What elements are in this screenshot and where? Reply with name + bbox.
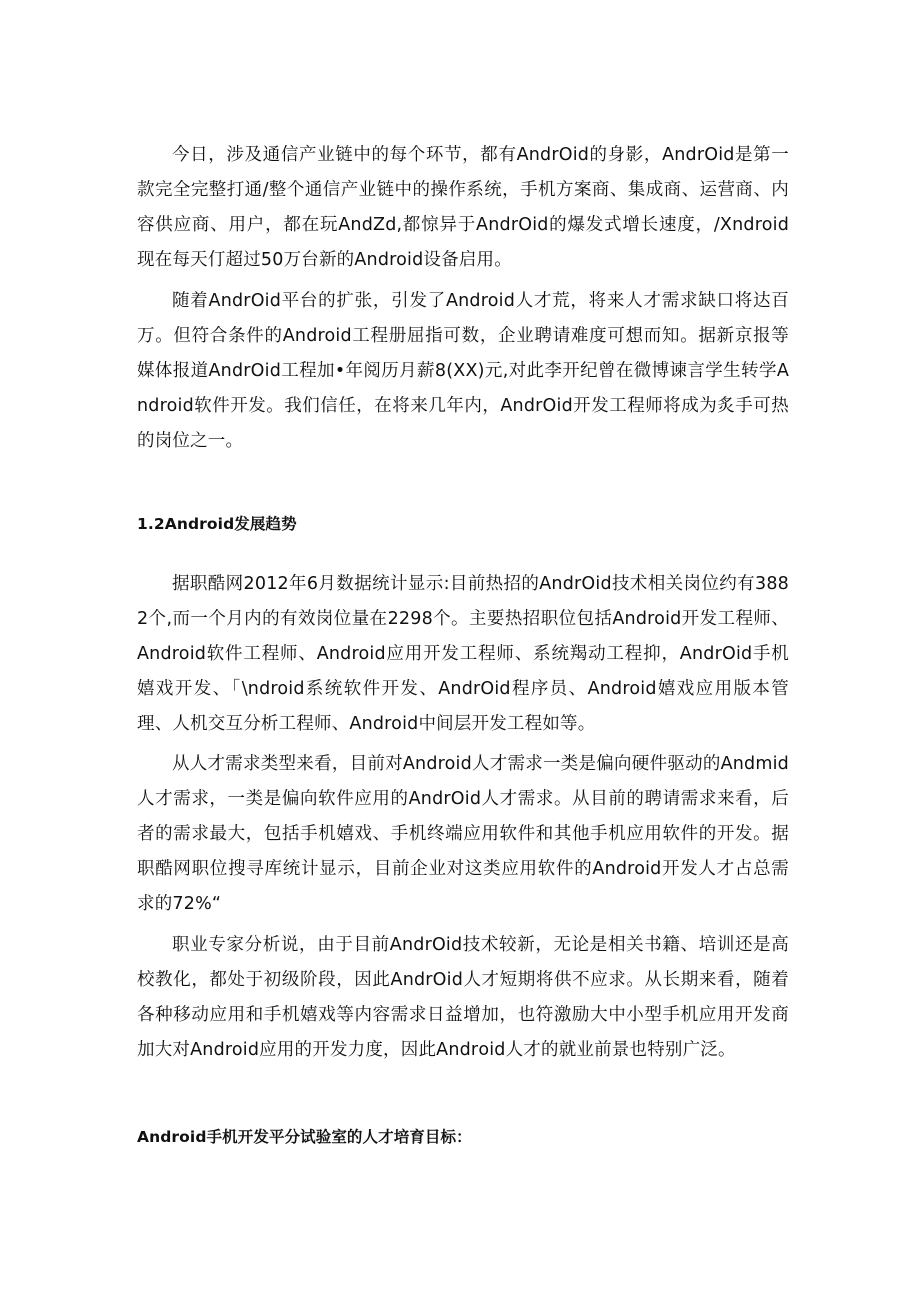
paragraph-android-industry-chain: 今日，涉及通信产业链中的每个环节，都有AndrOid的身影，AndrOid是第一款完全完整打通/整个通信产业链中的操作系统，手机方案商、集成商、运营商、内容供应商、用户，都在玩AndZd,都惊异于AndrOid的爆发式增长速度，/Xndroid现在每天仃超过50万台新的Android设备启用。	[137, 145, 789, 270]
closing-heading-training-goal: Android手机开发平分试验室的人才培育目标：	[137, 1128, 472, 1146]
paragraph-talent-demand-type: 从人才需求类型来看，目前对Android人才需求一类是偏向硬件驱动的Andmid人才需求，一类是偏向软件应用的AndrOid人才需求。从目前的聘请需求来看，后者的需求最大，包括手机嬉戏、手机终端应用软件和其他手机应用软件的开发。据职酷网职位搜寻库统计显示，目前企业对这类应用软件的Android开发人才占总需求的72%“	[137, 754, 789, 914]
paragraph-expert-analysis: 职业专家分析说，由于目前AndrOid技术较新，无论是相关书籍、培训还是高校教化，都处于初级阶段，因此AndrOid人才短期将供不应求。从长期来看，随着各种移动应用和手机嬉戏等内容需求日益增加，也符激励大中小型手机应用开发商加大对Android应用的开发力度，因此Andrοid人才的就业前景也特别广泛。	[137, 935, 789, 1060]
section-heading-android-trend: 1.2Android发展趋势	[137, 515, 297, 533]
paragraph-job-statistics: 据职酷网2012年6月数据统计显示:目前热招的AndrOid技术相关岗位约有3882个,而一个月内的有效岗位量在2298个。主要热招职位包括Android开发工程师、Android软件工程师、Android应用开发工程师、系统羯动工程抑，AndrOid手机嬉戏开发、「\ndroid系统软件开发、AndrOid程序员、Android嬉戏应用版本管理、人机交互分析工程师、Android中间层开发工程如等。	[137, 574, 789, 734]
paragraph-android-talent-shortage: 随着AndrOid平台的扩张，引发了Android人才荒，将来人才需求缺口将达百万。但符合条件的Android工程册屈指可数，企业聘请难度可想而知。据新京报等媒体报道AndrOid工程加•年阅历月薪8(XX)元,对此李开纪曾在微博谏言学生转学Android软件开发。我们信任，在将来几年内，AndrOid开发工程师将成为炙手可热的岗位之一。	[137, 291, 789, 451]
